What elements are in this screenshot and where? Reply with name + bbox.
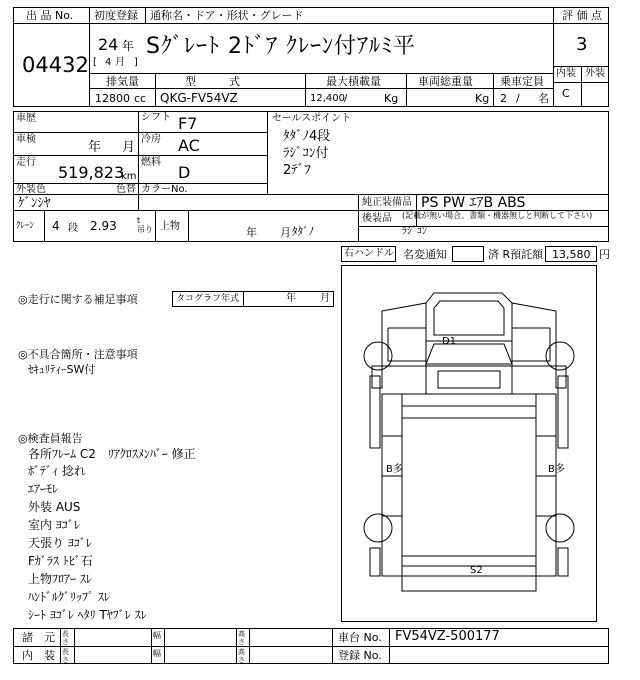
shift-label: シフト (141, 112, 171, 123)
chassis-number: FV54VZ-500177 (395, 629, 500, 644)
inspection-month-unit: 月 (122, 140, 136, 155)
shift-value: F7 (178, 114, 198, 133)
inspector-item: 室内 ﾖｺﾞﾚ (28, 518, 80, 532)
recycle-amount: 13,580 (552, 248, 591, 261)
front-grille (438, 371, 500, 388)
deck-right-gate (536, 394, 556, 576)
name-change-box (452, 246, 484, 262)
deck-left-gate (382, 394, 402, 576)
chassis-label: 車台 No. (338, 631, 382, 644)
deck-outline (402, 394, 536, 576)
reg-year-unit: 年 (122, 39, 135, 53)
upper-value: ﾀﾀﾞﾉ (292, 225, 314, 238)
truck-diagram-svg (342, 266, 596, 621)
footer-specs-label: 諸 元 (22, 631, 55, 644)
defect-item: ｾｷｭﾘﾃｨｰSW付 (28, 363, 96, 376)
aftermarket-note: (記載が無い場合、書類・機器無しと判断して下さい) (402, 211, 593, 220)
name-change-label: 名変通知 (403, 248, 447, 261)
ext-color-value: ｹﾞﾝｼﾔ (18, 196, 51, 211)
max-load-unit: Kg (384, 92, 399, 105)
gross-weight-label: 車両総重量 (418, 75, 473, 88)
reg-month-bracket-close: ] (134, 57, 138, 68)
interior-label: 内装 (556, 68, 576, 79)
first-reg-label: 初度登録 (94, 9, 138, 22)
color-no-label: カラーNo. (141, 184, 188, 195)
aftermarket-label: 後装品 (362, 213, 392, 224)
steering-value: 右ハンドル (344, 248, 394, 259)
score-value: 3 (576, 34, 588, 55)
reg-month: 4 (105, 57, 112, 68)
damage-label-d1: D1 (442, 336, 457, 347)
cab-roof-inner (434, 301, 504, 335)
ac-label: 冷房 (141, 134, 161, 145)
footer-interior-label: 内 装 (22, 649, 55, 662)
deck-bottom-line (402, 556, 536, 566)
damage-label-s2: S2 (470, 565, 483, 576)
color-change-label: 色替 (116, 184, 136, 195)
deck-dividers (382, 436, 556, 516)
crane-stage-unit: 段 (68, 223, 78, 234)
inspector-item: 上物ﾌﾛｱｰ ｽﾚ (28, 572, 92, 586)
footer-height-label-2: 高さ (238, 648, 245, 664)
upper-month-unit: 月 (280, 226, 291, 239)
crane-capacity: 2.93 (90, 219, 117, 233)
tachograph-label: タコグラフ年式 (176, 294, 240, 304)
rear-right-wheel (546, 514, 574, 542)
capacity-value: 2 (500, 92, 507, 105)
upper-year-unit: 年 (246, 226, 257, 239)
sales-point-3: 2ﾃﾞﾌ (283, 163, 311, 178)
history-label: 車歴 (16, 113, 36, 124)
cab-right-side (512, 303, 556, 366)
reg-year: 24 (98, 35, 119, 54)
damage-label-left: B多 (386, 464, 403, 475)
capacity-slash: / (516, 92, 520, 105)
footer-length-label: 長さ (62, 630, 69, 646)
standard-equip-value: PS PW ｴｱB ABS (421, 195, 526, 211)
tachograph-year-unit: 年 (286, 293, 296, 304)
score-label: 評 価 点 (562, 9, 602, 22)
footer-length-label-2: 長さ (62, 648, 69, 664)
cab-left-door (388, 328, 426, 361)
standard-equip-label: 純正装備品 (362, 197, 412, 208)
deck-top-line (402, 406, 536, 418)
inspector-item: 天張り ﾖｺﾞﾚ (28, 536, 92, 550)
driving-notes-label: ◎走行に関する補足事項 (18, 293, 138, 306)
cab-left-side (382, 303, 426, 366)
inspection-year-unit: 年 (88, 140, 102, 155)
rear-left-wheel (364, 514, 392, 542)
max-load-slash: / (344, 93, 348, 104)
front-panel (426, 366, 512, 394)
reg-month-bracket: [ (93, 57, 97, 68)
max-load-value: 12,400 (310, 93, 345, 104)
defects-label: ◎不具合箇所・注意事項 (18, 348, 138, 361)
footer-width-label: 幅 (153, 631, 161, 640)
mileage-unit: km (121, 171, 137, 182)
inspector-item: ｴｱｰﾓﾚ (28, 482, 59, 496)
aftermarket-value: ﾗｼﾞｺﾝ (402, 226, 427, 237)
inspection-label: 車検 (16, 134, 36, 145)
crane-capacity-unit: t 吊り (137, 216, 153, 234)
inspector-label: ◎検査員報告 (18, 432, 83, 445)
mileage-label: 走行 (16, 157, 36, 168)
model-code: QKG-FV54VZ (160, 91, 238, 105)
cab-right-door (512, 328, 550, 361)
exterior-label: 外装 (585, 68, 605, 79)
mileage-value: 519,823 (58, 163, 125, 182)
gross-weight-unit: Kg (475, 92, 490, 105)
lot-number: 04432 (22, 53, 89, 77)
capacity-unit: 名 (538, 92, 549, 105)
model-label: 型 式 (185, 75, 240, 88)
inspector-item: 外装 AUS (28, 500, 81, 514)
displacement-value: 12800 (95, 92, 130, 105)
vehicle-title: Sｸﾞﾚｰﾄ 2ﾄﾞｱ ｸﾚｰﾝ付ｱﾙﾐ平 (146, 34, 416, 59)
ac-value: AC (178, 136, 200, 155)
interior-score: C (562, 87, 570, 100)
crane-label: ｸﾚｰﾝ (16, 221, 35, 231)
tachograph-month-unit: 月 (320, 293, 330, 304)
upper-label: 上物 (160, 221, 180, 232)
footer-width-label-2: 幅 (153, 649, 161, 658)
recycle-label: 済 R預託額 (488, 248, 544, 261)
fuel-value: D (178, 163, 191, 182)
recycle-unit: 円 (599, 248, 610, 261)
windshield (426, 344, 512, 364)
sales-point-1: ﾀﾀﾞﾉ4段 (283, 129, 331, 144)
rear-left-tire-side (370, 548, 380, 576)
reg-month-unit: 月 (115, 57, 125, 68)
sales-point-2: ﾗｼﾞｺﾝ付 (283, 146, 329, 161)
inspector-item: ｼｰﾄ ﾖｺﾞﾚ ﾍﾀﾘ Tﾔﾌﾞﾚ ｽﾚ (28, 608, 147, 622)
damage-label-right: B多 (548, 464, 565, 475)
sales-points-label: セールスポイント (272, 113, 352, 124)
grade-label: 通称名・ドア・形状・グレード (150, 9, 304, 22)
inspector-item: ﾎﾞﾃﾞｨ 捻れ (28, 464, 86, 478)
inspector-item: Fｶﾞﾗｽ ﾄﾋﾞ石 (28, 554, 93, 568)
cab-roof-outline (426, 293, 512, 341)
rear-bumper (402, 576, 536, 591)
crane-stages: 4 (52, 219, 60, 233)
registration-label: 登録 No. (338, 649, 382, 662)
capacity-label: 乗車定員 (500, 75, 544, 88)
displacement-label: 排気量 (106, 75, 139, 88)
fuel-label: 燃料 (141, 157, 161, 168)
max-load-label: 最大積載量 (326, 75, 381, 88)
truck-diagram (341, 265, 597, 622)
footer-height-label: 高さ (238, 630, 245, 646)
displacement-unit: cc (134, 92, 147, 105)
inspector-item: ﾊﾝﾄﾞﾙｸﾞﾘｯﾌﾟ ｽﾚ (28, 590, 110, 604)
lot-label: 出 品 No. (26, 9, 74, 22)
inspector-item: 各所ﾌﾚｰﾑ C2 ﾘｱｸﾛｽﾒﾝﾊﾞｰ 修正 (28, 447, 196, 461)
rear-right-tire-side (558, 548, 568, 576)
ext-color-label: 外装色 (16, 184, 46, 195)
